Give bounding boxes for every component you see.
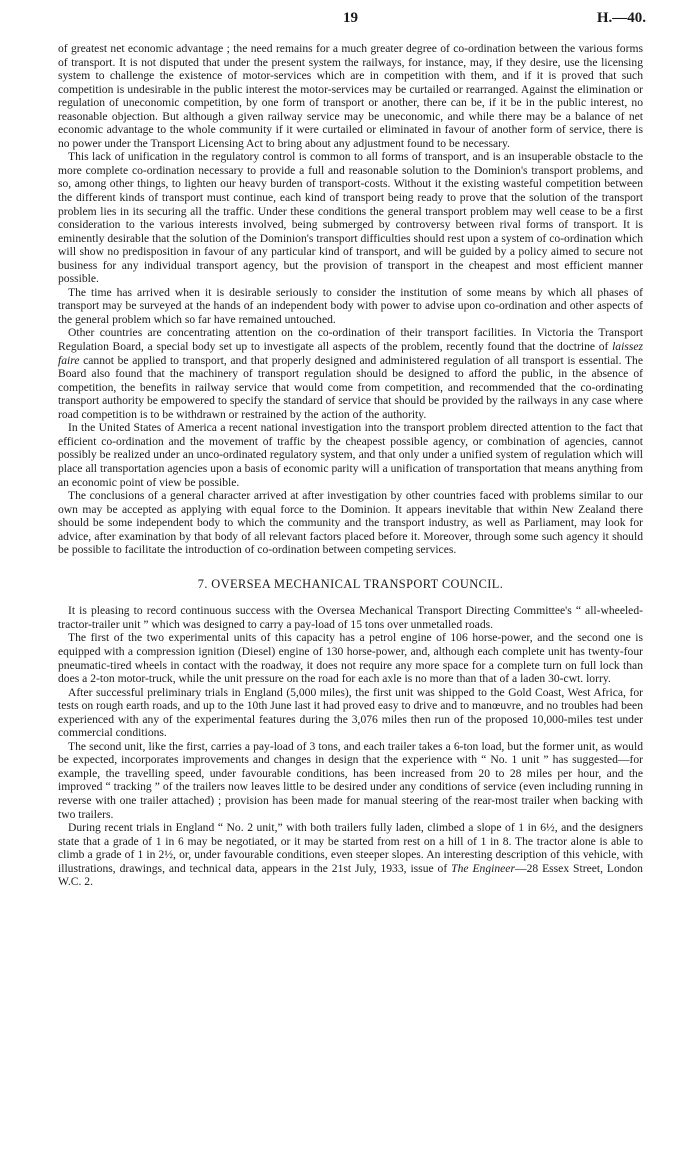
paragraph — [58, 42, 643, 150]
paragraphs-after-section — [58, 604, 643, 888]
paragraph-text: It is pleasing to record continuous success with the Oversea Mechanical Transport Directing Committee's “ all-wheeled-tractor-trailer unit ” which was designed to carry a pay-load of 15 tons over unmetalled roads. — [58, 604, 643, 631]
document-page — [58, 0, 646, 889]
paragraph — [58, 740, 643, 821]
paragraph — [58, 421, 643, 489]
paragraph — [58, 686, 643, 740]
page-number: 19 — [343, 10, 358, 26]
section-heading: 7. OVERSEA MECHANICAL TRANSPORT COUNCIL. — [197, 576, 504, 591]
paragraphs-before-section — [58, 42, 643, 557]
paragraph-text: Other countries are concentrating attention on the co-ordination of their transport facilities. In Victoria the Transport Regulation Board, a special body set up to investigate all aspects of the problem, recently found that the doctrine of — [58, 326, 643, 354]
paragraph — [58, 631, 643, 685]
body-text — [58, 42, 643, 889]
paragraph-text: The time has arrived when it is desirable seriously to consider the institution of some means by which all phases of transport may be surveyed at the hands of an independent body with power to advise upon co-ordination and other aspects of the general problem which so far have remained untouched. — [58, 285, 643, 326]
paragraph — [58, 821, 643, 889]
paragraph — [58, 489, 643, 557]
paragraph-text: The conclusions of a general character arrived at after investigation by other countries faced with problems similar to our own may be accepted as applying with equal force to the Dominion. It appears inevitable that within New Zealand there should be some independent body to which the community and the transport industry, as well as Parliament, may look for advice, after examination by that body of all relevant factors placed before it. Moreover, through some such agency it should be possible to facilitate the introduction of co-ordination between competing services. — [58, 489, 643, 557]
paragraph-text: cannot be applied to transport, and that properly designed and administered regulation of all transport is essential. The Board also found that the machinery of transport regulation should be designed to afford the public, in the absence of competition, the benefits in railway service that would come from competition, and recommended that the co-ordinating transport authority be empowered to specify the standard of service that should be provided by the railways in any case where road competition is to be withdrawn or restrained by the action of the authority. — [58, 353, 643, 421]
paragraph — [58, 326, 643, 421]
document-number: H.—40. — [596, 10, 646, 26]
paragraph-text: This lack of unification in the regulatory control is common to all forms of transport, and is an insuperable obstacle to the more complete co-ordination necessary to provide a full and reasonable solution to the Dominion's transport problems, and so, among other things, to lighten our heavy burden of transport-costs. Without it the existing wasteful competition between the different kinds of transport must continue, each kind of transport being ready to prove that the solution of the transport problem lies in its securing all the traffic. Under these conditions the general transport problem may well cease to be a first consideration to the various interests involved, being submerged by controversy between rival forms of transport. It is eminently desirable that the solution of the Dominion's transport difficulties should rest upon a system of co-ordination which will show no predisposition in favour of any particular kind of transport, and will be guided by a policy aimed to secure not business for any individual transport agency, but the provision of transport in the cheapest and most efficient manner possible. — [58, 150, 643, 286]
paragraph-text: The second unit, like the first, carries a pay-load of 3 tons, and each trailer takes a 6-ton load, but the former unit, as would be expected, incorporates improvements and changes in design that the experience with “ No. 1 unit ” has suggested—for example, the travelling speed, under favourable conditions, has been increased from 20 to 28 miles per hour, and the improved “ tracking ” of the trailers now leaves little to be desired under any conditions of service (even including running in reverse with one trailer attached) ; provision has been made for manual steering of the rear-most trailer when backing with two trailers. — [58, 739, 643, 821]
paragraph — [58, 286, 643, 327]
italic-text: laissez faire — [58, 340, 643, 367]
paragraph-text: of greatest net economic advantage ; the need remains for a much greater degree of co-ordination between the various forms of transport. It is not disputed that under the present system the railways, for instance, may, if they desire, use the licensing system to challenge the existence of motor-services which are in competition with them, and if it is proved that such competition is undesirable in the public interest the motor-services may be curtailed or rearranged. Against the elimination or regulation of uneconomic competition, by one form of transport or another, there can be, if it be in the public interest, no reasonable objection. But although a given railway service may be uneconomic, and while there may be a balance of net economic advantage to the whole community if it were curtailed or eliminated in favour of another form of service, there is no power under the Transport Licensing Act to bring about any adjustment found to be necessary. — [58, 42, 643, 150]
paragraph — [58, 604, 643, 631]
paragraph — [58, 150, 643, 285]
paragraph-text: After successful preliminary trials in England (5,000 miles), the first unit was shipped to the Gold Coast, West Africa, for tests on rough earth roads, and up to the 10th June last it had proved easy to drive and to manœuvre, and no troubles had been experienced with any of the experimental features during the 3,076 miles then run of the proposed 10,000-miles test under commercial conditions. — [58, 685, 643, 740]
italic-text: The Engineer — [451, 861, 515, 875]
page-header — [58, 0, 646, 40]
paragraph-text: The first of the two experimental units of this capacity has a petrol engine of 106 horse-power, and the second one is equipped with a compression ignition (Diesel) engine of 130 horse-power, and, although each complete unit has twenty-four pneumatic-tired wheels in contact with the roadway, it does not require any more space for a complete turn on full lock than does a 2-ton motor-truck, while the unit pressure on the road for each axle is no more than that of a laden 30-cwt. lorry. — [58, 631, 643, 686]
paragraph-text: During recent trials in England “ No. 2 unit,” with both trailers fully laden, climbed a slope of 1 in 6½, and the designers state that a grade of 1 in 6 may be negotiated, or it may be started from rest on a hill of 1 in 8. The tractor alone is able to climb a grade of 1 in 2½, or, under favourable conditions, even steeper slopes. An interesting description of this vehicle, with illustrations, drawings, and technical data, appears in the 21st July, 1933, issue of — [58, 821, 643, 875]
paragraph-text: In the United States of America a recent national investigation into the transport problem directed attention to the fact that efficient co-ordination and the movement of traffic by the cheapest possible agency, or combination of agencies, cannot possibly be realized under an unco-ordinated regulatory system, and that only under a unified system of regulation which will place all transportation agencies upon a basis of economic parity will a unification of transportation that means anything from an economic point of view be possible. — [58, 421, 643, 489]
paragraph-text: —28 Essex Street, London W.C. 2. — [58, 861, 643, 889]
